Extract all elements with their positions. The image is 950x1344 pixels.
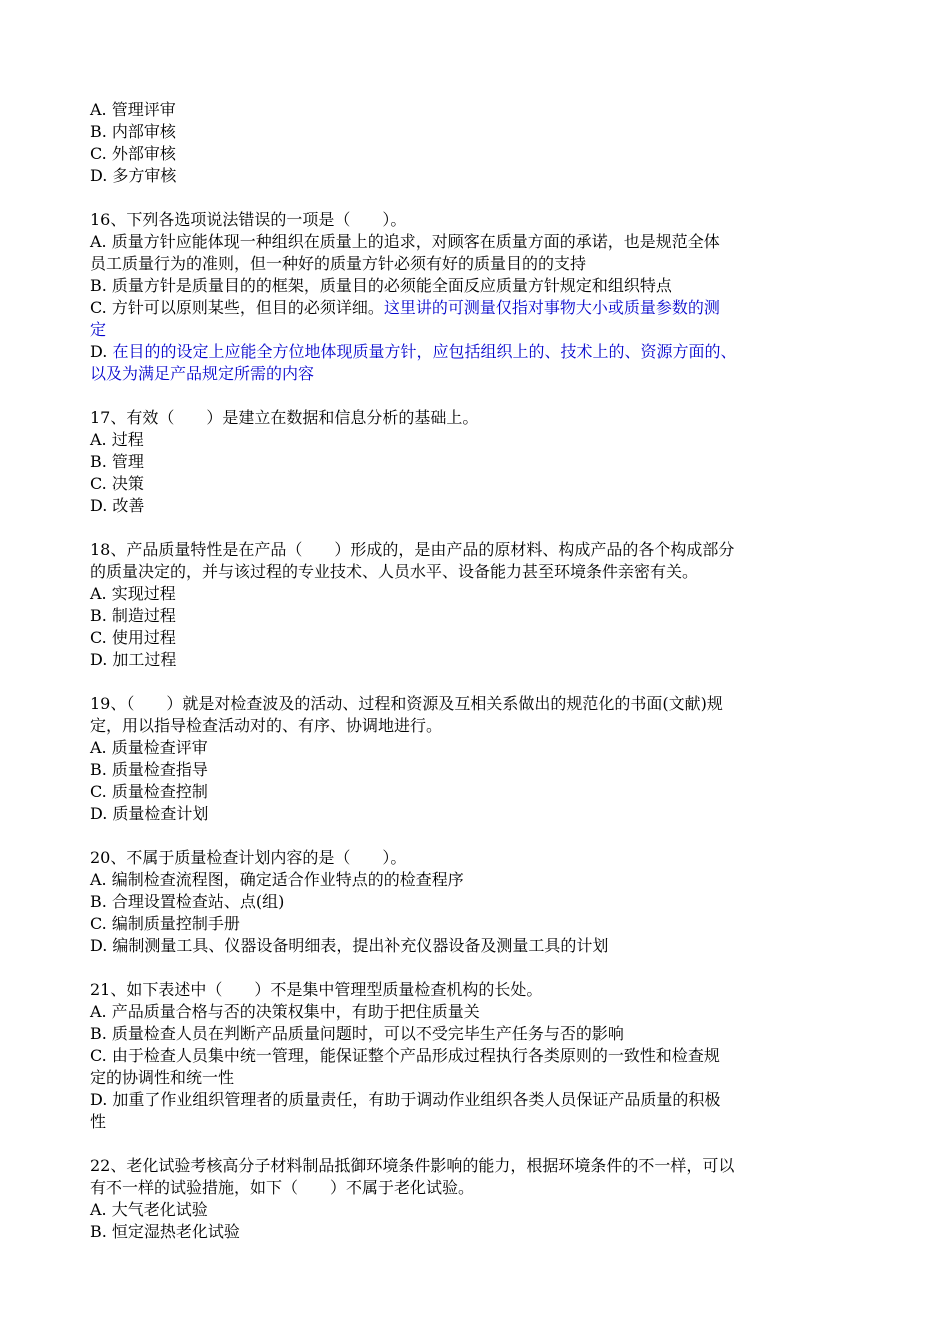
option-c: C. 外部审核 [90,144,176,163]
question-17 [90,407,870,517]
question-19-stem-line-1: 19、（ ）就是对检查波及的活动、过程和资源及互相关系做出的规范化的书面(文献)规 [90,694,723,713]
question-21 [90,979,870,1133]
question-21-option-d-line-1: D. 加重了作业组织管理者的质量责任，有助于调动作业组织各类人员保证产品质量的积极 [90,1090,721,1109]
question-18-stem-line-1: 18、产品质量特性是在产品（ ）形成的，是由产品的原材料、构成产品的各个构成部分 [90,540,735,559]
question-16-option-c-line-2: 定 [90,320,107,339]
question-18-stem-line-2: 的质量决定的，并与该过程的专业技术、人员水平、设备能力甚至环境条件亲密有关。 [90,562,699,581]
question-16-option-c-line-1 [90,297,870,319]
question-19-option-a: A. 质量检查评审 [90,738,208,757]
question-21-option-d-line-2: 性 [90,1112,107,1131]
question-19-option-d: D. 质量检查计划 [90,804,209,823]
question-18-option-c: C. 使用过程 [90,628,176,647]
question-17-option-a: A. 过程 [90,430,144,449]
question-17-stem: 17、有效（ ）是建立在数据和信息分析的基础上。 [90,408,479,427]
document-page [90,99,870,1243]
question-16-option-d-text: 在目的的设定上应能全方位地体现质量方针，应包括组织上的、技术上的、资源方面的、 [112,342,737,361]
question-17-option-b: B. 管理 [90,452,144,471]
question-22-stem-line-1: 22、老化试验考核高分子材料制品抵御环境条件影响的能力，根据环境条件的不一样，可以 [90,1156,735,1175]
question-19-option-b: B. 质量检查指导 [90,760,208,779]
option-d: D. 多方审核 [90,166,177,185]
question-16-option-a-line-1: A. 质量方针应能体现一种组织在质量上的追求，对顾客在质量方面的承诺，也是规范全体 [90,232,720,251]
question-21-option-a: A. 产品质量合格与否的决策权集中，有助于把住质量关 [90,1002,480,1021]
question-22-stem-line-2: 有不一样的试验措施，如下（ ）不属于老化试验。 [90,1178,475,1197]
question-16-option-d-line-2: 以及为满足产品规定所需的内容 [90,364,315,383]
option-b: B. 内部审核 [90,122,176,141]
question-21-option-c-line-1: C. 由于检查人员集中统一管理，能保证整个产品形成过程执行各类原则的一致性和检查规 [90,1046,720,1065]
question-16-option-a-line-2: 员工质量行为的准则，但一种好的质量方针必须有好的质量目的的支持 [90,254,587,273]
question-20 [90,847,870,957]
question-21-stem: 21、如下表述中（ ）不是集中管理型质量检查机构的长处。 [90,980,543,999]
question-20-option-a: A. 编制检查流程图，确定适合作业特点的的检查程序 [90,870,464,889]
question-16-option-d-label: D. [90,342,113,361]
question-16 [90,209,870,385]
question-22 [90,1155,870,1243]
question-19-stem-line-2: 定，用以指导检查活动对的、有序、协调地进行。 [90,716,443,735]
question-18 [90,539,870,671]
question-20-option-b: B. 合理设置检查站、点(组) [90,892,285,911]
question-17-option-c: C. 决策 [90,474,144,493]
question-22-option-a: A. 大气老化试验 [90,1200,208,1219]
question-21-option-b: B. 质量检查人员在判断产品质量问题时，可以不受完毕生产任务与否的影响 [90,1024,624,1043]
question-21-option-c-line-2: 定的协调性和统一性 [90,1068,235,1087]
question-20-stem: 20、不属于质量检查计划内容的是（ ）。 [90,848,407,867]
question-17-option-d: D. 改善 [90,496,145,515]
option-a: A. 管理评审 [90,100,176,119]
top-options [90,99,870,187]
question-22-option-b: B. 恒定湿热老化试验 [90,1222,240,1241]
question-19-option-c: C. 质量检查控制 [90,782,208,801]
question-18-option-a: A. 实现过程 [90,584,176,603]
question-20-option-d: D. 编制测量工具、仪器设备明细表，提出补充仪器设备及测量工具的计划 [90,936,609,955]
question-16-stem: 16、下列各选项说法错误的一项是（ ）。 [90,210,407,229]
question-18-option-b: B. 制造过程 [90,606,176,625]
question-16-option-d-line-1 [90,341,870,363]
question-18-option-d: D. 加工过程 [90,650,177,669]
question-16-option-b: B. 质量方针是质量目的的框架，质量目的必须能全面反应质量方针规定和组织特点 [90,276,672,295]
question-16-option-c-text: C. 方针可以原则某些，但目的必须详细。 [90,298,384,317]
question-20-option-c: C. 编制质量控制手册 [90,914,240,933]
question-16-option-c-note: 这里讲的可测量仅指对事物大小或质量参数的测 [383,298,720,317]
question-19 [90,693,870,825]
